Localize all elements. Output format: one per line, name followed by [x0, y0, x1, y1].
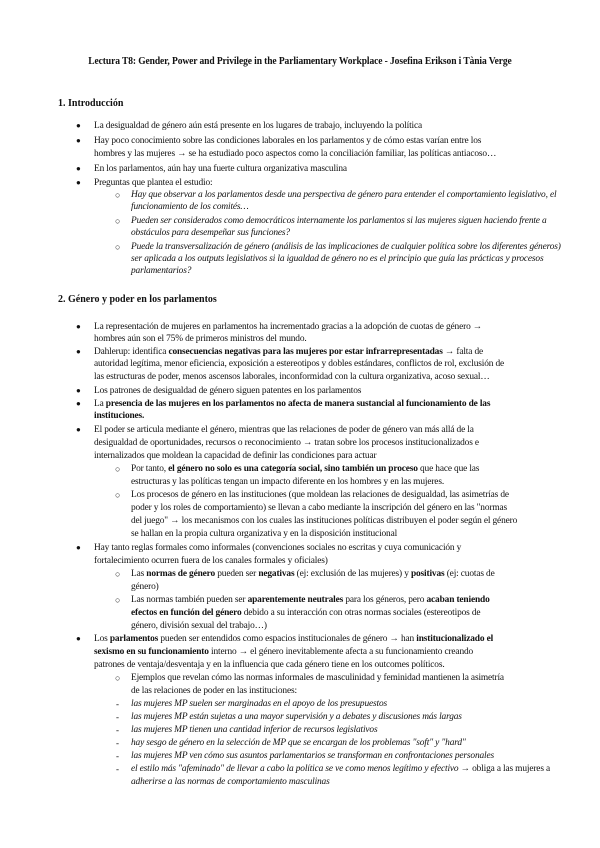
bullet-icon: ● — [76, 543, 81, 552]
paragraph-line: La presencia de las mujeres en los parlamentos no afecta de manera sustancial al funcionamiento de las — [94, 399, 491, 409]
paragraph-line: Las normas de género pueden ser negativas (ej: exclusión de las mujeres) y positivas (ej: cuotas de — [131, 569, 495, 579]
paragraph-line: efectos en función del género debido a su interacción con otras normas sociales (estereotipos de — [131, 608, 481, 618]
example-line: las mujeres MP tienen una cantidad inferior de recursos legislativos — [131, 725, 378, 735]
example-line: adherirse a las normas de comportamiento masculinas — [131, 777, 330, 787]
paragraph-line: El poder se articula mediante el género, mientras que las relaciones de poder de género van más allá de la — [94, 425, 474, 435]
question-line: funcionamiento de los comités… — [131, 202, 249, 212]
paragraph-line: autoridad legítima, menor eficiencia, exposición a estereotipos y dobles estándares, conflictos de rol, exclusión de — [94, 359, 505, 369]
paragraph-line: estructuras y las políticas tengan un impacto diferente en los hombres y en las mujeres. — [131, 477, 445, 487]
paragraph-line: se hallan en la propia cultura organizativa y en la disposición institucional — [131, 529, 398, 539]
paragraph-line: de las relaciones de poder en las instituciones: — [131, 686, 297, 696]
paragraph-line: poder y los roles de comportamiento) se llevan a cabo mediante la inscripción del género en las "normas — [131, 503, 508, 513]
bullet-icon: ● — [76, 178, 81, 187]
section-1-heading: 1. Introducción — [58, 98, 124, 109]
dash-bullet-icon: - — [116, 764, 119, 774]
example-line: hay sesgo de género en la selección de MP que se encargan de los problemas "soft" y "hard" — [131, 738, 466, 748]
paragraph-line: Dahlerup: identifica consecuencias negativas para las mujeres por estar infrarrepresentadas → falta de — [94, 347, 483, 357]
paragraph-line: Los parlamentos pueden ser entendidos como espacios institucionales de género → han institucionalizado el — [94, 634, 494, 644]
paragraph-line: patrones de ventaja/desventaja y en la influencia que cada género tiene en los outcomes políticos. — [94, 660, 445, 670]
paragraph-line: del juego" → los mecanismos con los cuales las instituciones políticas distribuyen el poder según el género — [131, 516, 518, 526]
circle-bullet-icon: ○ — [115, 595, 121, 605]
section-2-heading: 2. Género y poder en los parlamentos — [58, 294, 217, 305]
paragraph-line: Ejemplos que revelan cómo las normas informales de masculinidad y feminidad mantienen la asimetría — [131, 673, 504, 683]
bullet-icon: ● — [76, 136, 81, 145]
bullet-icon: ● — [76, 121, 81, 130]
paragraph-line: internalizados que moldean la capacidad de definir las condiciones para actuar — [94, 451, 377, 461]
paragraph-line: La representación de mujeres en parlamentos ha incrementado gracias a la adopción de cuotas de género → — [94, 322, 483, 332]
bullet-icon: ● — [76, 386, 81, 395]
paragraph-line: desigualdad de oportunidades, recursos o reconocimiento → tratan sobre los procesos institucionalizados e — [94, 438, 479, 448]
example-line: las mujeres MP suelen ser marginadas en el apoyo de los presupuestos — [131, 699, 388, 709]
bullet-icon: ● — [76, 322, 81, 331]
paragraph-line: Por tanto, el género no solo es una categoría social, sino también un proceso que hace que las — [131, 464, 480, 474]
paragraph-line: Hay poco conocimiento sobre las condiciones laborales en los parlamentos y de cómo estas varían entre los — [94, 136, 482, 146]
circle-bullet-icon: ○ — [115, 569, 121, 579]
paragraph-line: La desigualdad de género aún está presente en los lugares de trabajo, incluyendo la política — [94, 121, 422, 131]
paragraph-line: género) — [131, 582, 159, 592]
bullet-icon: ● — [76, 347, 81, 356]
paragraph-line: En los parlamentos, aún hay una fuerte cultura organizativa masculina — [94, 164, 347, 174]
paragraph-line: Los procesos de género en las instituciones (que moldean las relaciones de desigualdad, las asimetrías de — [131, 490, 509, 500]
dash-bullet-icon: - — [116, 738, 119, 748]
dash-bullet-icon: - — [116, 712, 119, 722]
circle-bullet-icon: ○ — [115, 216, 121, 226]
circle-bullet-icon: ○ — [115, 190, 121, 200]
dash-bullet-icon: - — [116, 725, 119, 735]
paragraph-line: Preguntas que plantea el estudio: — [94, 178, 213, 188]
paragraph-line: Hay tanto reglas formales como informales (convenciones sociales no escritas y cuya comunicación y — [94, 543, 462, 553]
bullet-icon: ● — [76, 399, 81, 408]
circle-bullet-icon: ○ — [115, 490, 121, 500]
question-line: Puede la transversalización de género (análisis de las implicaciones de cualquier política sobre los diferentes géneros) — [131, 242, 561, 252]
example-line: las mujeres MP están sujetas a una mayor supervisión y a debates y discusiones más largas — [131, 712, 462, 722]
paragraph-line: sexismo en su funcionamiento interno → el género inevitablemente afecta a su funcionamiento creando — [94, 647, 474, 657]
circle-bullet-icon: ○ — [115, 464, 121, 474]
question-line: Hay que observar a los parlamentos desde una perspectiva de género para entender el comportamiento legislativo, el — [131, 190, 557, 200]
circle-bullet-icon: ○ — [115, 242, 121, 252]
paragraph-line: hombres y las mujeres → se ha estudiado poco aspectos como la conciliación familiar, las políticas antiacoso… — [94, 149, 497, 159]
example-line: las mujeres MP ven cómo sus asuntos parlamentarios se transforman en confrontaciones personales — [131, 751, 494, 761]
paragraph-line: género, división sexual del trabajo…) — [131, 621, 267, 631]
paragraph-line: Los patrones de desigualdad de género siguen patentes en los parlamentos — [94, 386, 362, 396]
paragraph-line: hombres aún son el 75% de primeros ministros del mundo. — [94, 334, 307, 344]
question-line: obstáculos para desempeñar sus funciones? — [131, 228, 290, 238]
question-line: ser aplicada a los outputs legislativos si la igualdad de género no es el principio que guía las prácticas y procesos — [131, 254, 544, 264]
dash-bullet-icon: - — [116, 699, 119, 709]
paragraph-line: instituciones. — [94, 411, 145, 421]
bullet-icon: ● — [76, 425, 81, 434]
paragraph-line: fortalecimiento ocurren fuera de los canales formales y oficiales) — [94, 556, 328, 566]
example-line: el estilo más "afeminado" de llevar a cabo la política se ve como menos legítimo y efectivo → obliga a las mujeres a — [131, 764, 551, 774]
bullet-icon: ● — [76, 164, 81, 173]
dash-bullet-icon: - — [116, 751, 119, 761]
document-title: Lectura T8: Gender, Power and Privilege in the Parliamentary Workplace - Josefina Erikson i Tània Verge — [88, 56, 512, 67]
question-line: Pueden ser considerados como democráticos internamente los parlamentos si las mujeres siguen haciendo frente a — [131, 216, 547, 226]
paragraph-line: las estructuras de poder, menos ascensos laborales, inconformidad con la cultura organizativa, acoso sexual… — [94, 372, 490, 382]
bullet-icon: ● — [76, 634, 81, 643]
question-line: parlamentarios? — [131, 266, 192, 276]
circle-bullet-icon: ○ — [115, 673, 121, 683]
paragraph-line: Las normas también pueden ser aparentemente neutrales para los géneros, pero acaban teniendo — [131, 595, 490, 605]
